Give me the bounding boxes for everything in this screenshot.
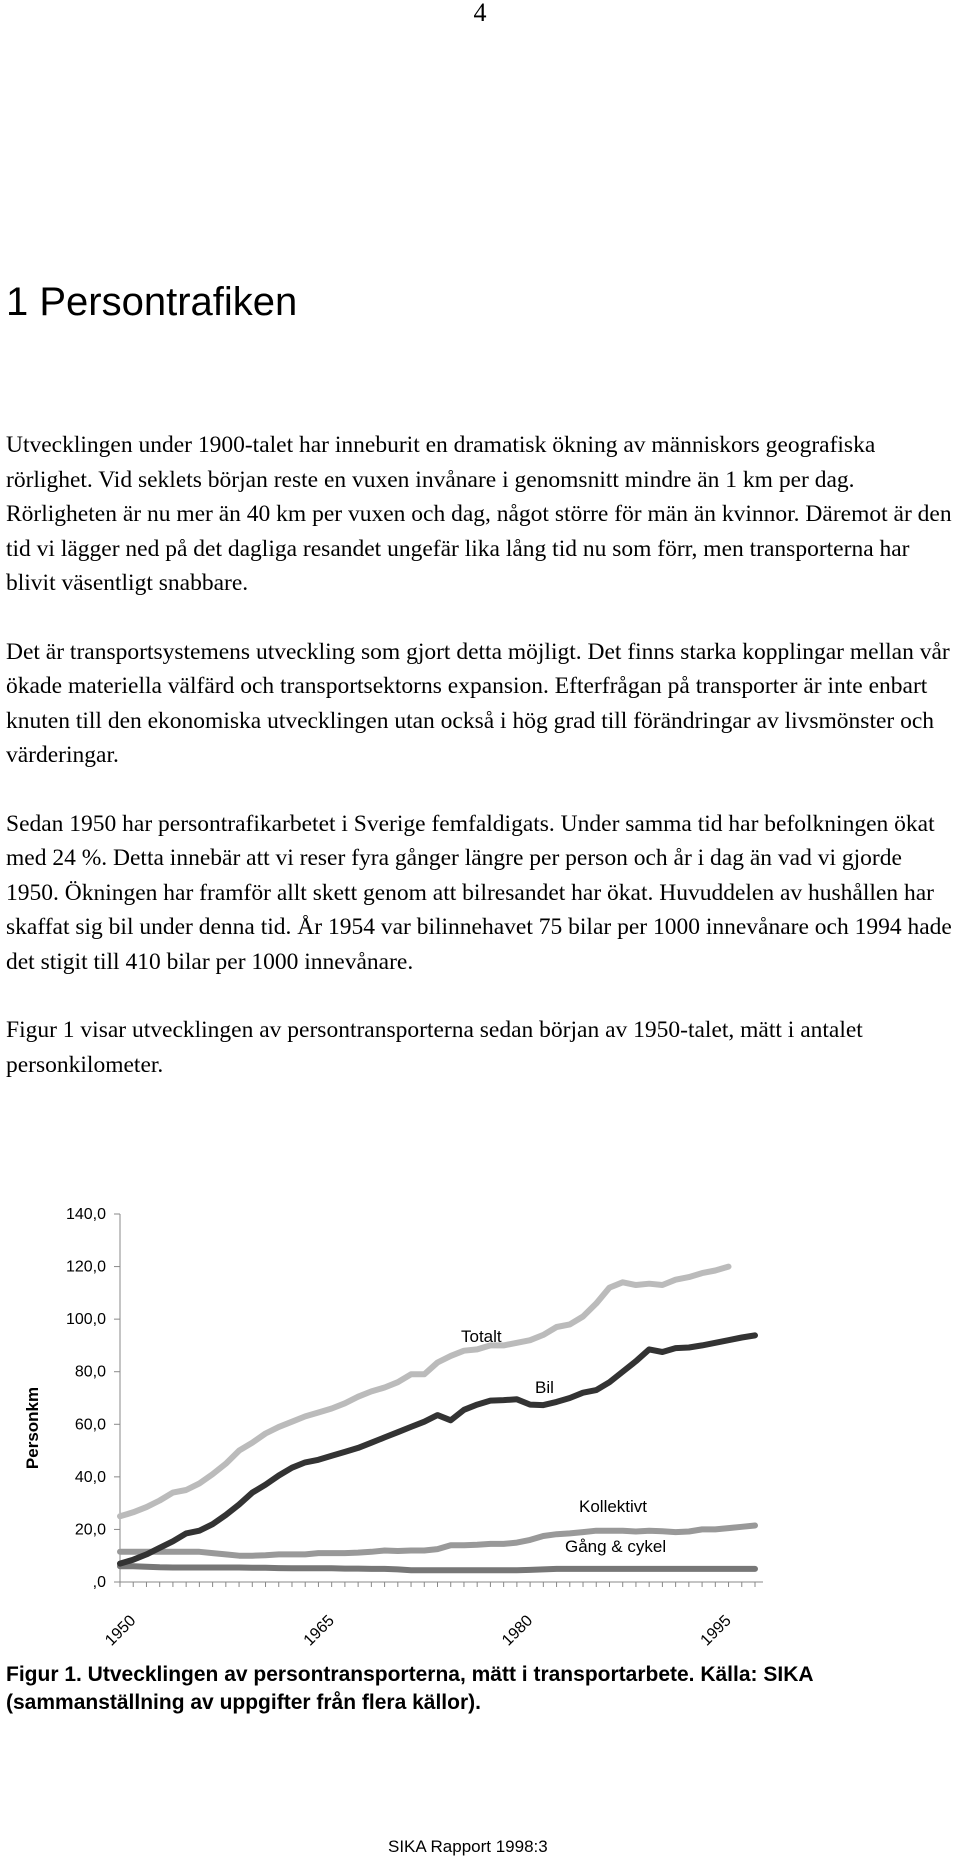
- series-line-g-ng-cykel: [120, 1566, 755, 1570]
- y-axis-title: Personkm: [23, 1386, 42, 1470]
- x-tick-label: 1950: [102, 1612, 140, 1650]
- paragraph-3: Sedan 1950 har persontrafikarbetet i Sverige femfaldigats. Under samma tid har befolkningen ökat med 24 %. Detta innebär att vi reser fyra gånger längre per person och år i dag än vad vi gjorde 1950. Ökningen har framför allt skett genom att bilresandet har ökat. Huvuddelen av hushållen har skaffat sig bil under denna tid. År 1954 var bilinnehavet 75 bilar per 1000 innevånare och 1994 hade det stigit till 410 bilar per 1000 innevånare.: [6, 810, 952, 975]
- series-annotation: Kollektivt: [579, 1497, 648, 1516]
- y-tick-label: ,0: [92, 1574, 106, 1591]
- x-tick-label: 1980: [499, 1612, 537, 1650]
- page-footer: SIKA Rapport 1998:3: [388, 1837, 548, 1856]
- y-tick-label: 20,0: [74, 1521, 106, 1539]
- line-chart: [0, 1190, 960, 1670]
- paragraph-4: Figur 1 visar utvecklingen av persontransporterna sedan början av 1950-talet, mätt i antalet personkilometer.: [6, 1017, 863, 1078]
- page-number: 4: [473, 0, 487, 27]
- series-line-totalt: [120, 1267, 729, 1517]
- x-tick-label: 1965: [300, 1612, 338, 1650]
- y-tick-label: 60,0: [74, 1416, 106, 1434]
- y-tick-label: 40,0: [74, 1468, 106, 1486]
- paragraph-1: Utvecklingen under 1900-talet har inneburit en dramatisk ökning av människors geografiska rörlighet. Vid seklets början reste en vuxen invånare i genomsnitt mindre än 1 km per dag. Rörligheten är nu mer än 40 km per vuxen och dag, något större för män än kvinnor. Däremot är den tid vi lägger ned på det dagliga resandet ungefär lika lång tid nu som förr, men transporterna har blivit väsentligt snabbare.: [6, 432, 952, 596]
- chapter-title: 1 Persontrafiken: [6, 280, 298, 324]
- y-tick-label: 120,0: [65, 1258, 106, 1276]
- series-annotation: Totalt: [461, 1327, 502, 1346]
- figure-1-chart: [0, 1190, 960, 1670]
- y-tick-label: 80,0: [74, 1363, 106, 1381]
- body-text: [6, 428, 954, 1116]
- x-tick-label: 1995: [697, 1612, 735, 1650]
- paragraph-2: Det är transportsystemens utveckling som gjort detta möjligt. Det finns starka kopplingar mellan vår ökade materiella välfärd och transportsektorns expansion. Efterfrågan på transporter är inte enbart knuten till den ekonomiska utvecklingen utan också i hög grad till förändringar av livsmönster och värderingar.: [6, 638, 950, 768]
- series-annotation: Bil: [535, 1378, 554, 1397]
- y-tick-label: 100,0: [65, 1311, 106, 1329]
- series-annotation: Gång & cykel: [565, 1537, 667, 1556]
- figure-caption: Figur 1. Utvecklingen av persontransporterna, mätt i transportarbete. Källa: SIKA (sammanställning av uppgifter från flera källor).: [6, 1663, 813, 1714]
- y-tick-label: 140,0: [65, 1206, 106, 1223]
